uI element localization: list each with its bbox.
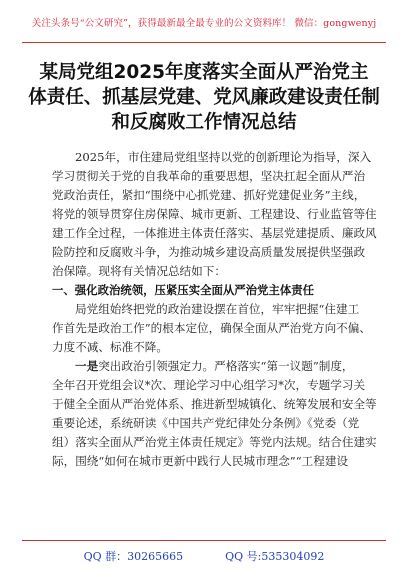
- paragraph-section-intro: [52, 300, 371, 357]
- body-line: 将党的领导贯穿住房保障、城市更新、工程建设、行业监管等住: [52, 207, 377, 221]
- section-heading: 一、强化政治统领，压紧压实全面从严治党主体责任: [52, 283, 314, 297]
- footer: [0, 548, 408, 564]
- document-body: [52, 148, 377, 471]
- qq-group: QQ 群：30265665: [83, 550, 184, 563]
- body-line: 学习贯彻关于党的自我革命的重要思想，坚决扛起全面从严治: [52, 169, 366, 183]
- title-line: 某局党组2025年度落实全面从严治党主: [39, 62, 369, 83]
- body-line: 局党组始终把党的政治建设摆在首位，牢牢把握“住建工: [75, 302, 360, 316]
- body-line: 党政治责任，紧扣“围绕中心抓党建、抓好党建促业务”主线，: [52, 188, 366, 202]
- document-title: [28, 60, 380, 135]
- bottom-divider: [22, 540, 386, 541]
- body-line: 全年召开党组会议*次、理论学习中心组学习*次，专题学习关: [52, 378, 366, 392]
- top-banner: [0, 0, 408, 44]
- body-line: 组）落实全面从严治党主体责任规定》等党内法规。结合住建实: [52, 435, 377, 449]
- top-divider: [22, 42, 386, 43]
- body-line: 于健全全面从严治党体系、推进新型城镇化、统筹发展和安全等: [52, 397, 377, 411]
- body-line: 治保障。现将有关情况总结如下：: [52, 264, 226, 278]
- point-text: 突出政治引领强定力。严格落实“第一议题”制度，: [98, 359, 354, 373]
- body-line: 际，围绕“如何在城市更新中践行人民城市理念”“工程建设: [52, 454, 349, 468]
- body-line: 2025年，市住建局党组坚持以党的创新理论为指导，深入: [75, 150, 372, 164]
- body-line: 力度不减、标准不降。: [52, 340, 168, 354]
- body-line: 建工作全过程，一体推进主体责任落实、基层党建提质、廉政风: [52, 226, 377, 240]
- banner-text: 关注头条号“公文研究”，获得最新最全最专业的公文资料库！ 微信：gongwenyj: [31, 18, 377, 29]
- point-lead: 一是: [75, 359, 99, 373]
- body-line: 重要论述，系统研读《中国共产党纪律处分条例》《党委（党: [52, 416, 360, 430]
- qq-number: QQ 号:535304092: [225, 550, 325, 563]
- paragraph-intro: [52, 148, 377, 281]
- body-line: 险防控和反腐败斗争，为推动城乡建设高质量发展提供坚强政: [52, 245, 366, 259]
- paragraph-point-one: [52, 357, 377, 471]
- title-line: 和反腐败工作情况总结: [111, 112, 297, 133]
- body-line: 作首先是政治工作”的根本定位，确保全面从严治党方向不偏、: [52, 321, 371, 335]
- title-line: 体责任、抓基层党建、党风廉政建设责任制: [28, 87, 380, 108]
- body-line: [52, 357, 356, 376]
